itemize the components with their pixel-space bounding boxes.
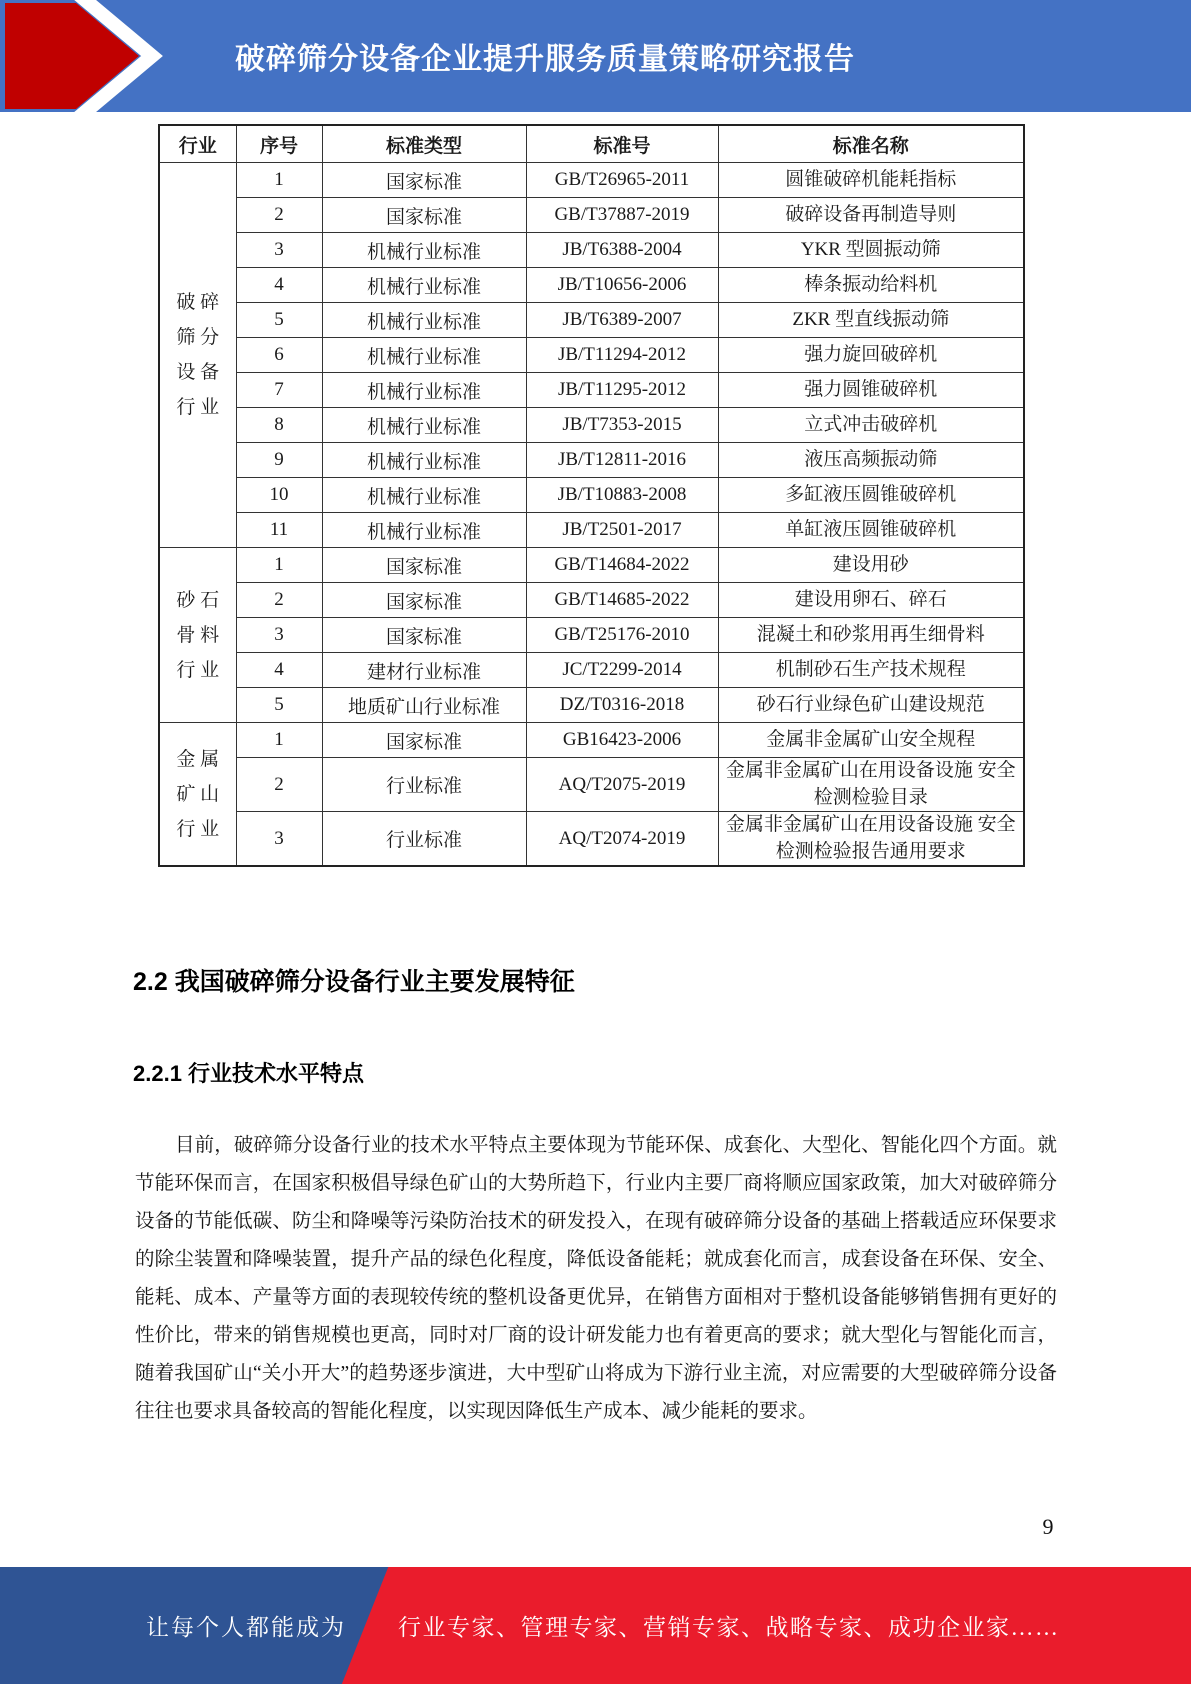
standard-type-cell: 国家标准 bbox=[322, 198, 526, 233]
standard-type-cell: 地质矿山行业标准 bbox=[322, 688, 526, 723]
standard-type-cell: 机械行业标准 bbox=[322, 513, 526, 548]
table-row bbox=[159, 548, 1024, 583]
standard-code-cell: AQ/T2074-2019 bbox=[526, 812, 718, 867]
standard-code-cell: JB/T12811-2016 bbox=[526, 443, 718, 478]
standard-type-cell: 行业标准 bbox=[322, 812, 526, 867]
standard-code-cell: JB/T11294-2012 bbox=[526, 338, 718, 373]
standard-type-cell: 行业标准 bbox=[322, 758, 526, 812]
col-header-standard-name: 标准名称 bbox=[718, 125, 1024, 163]
table-row bbox=[159, 233, 1024, 268]
standard-code-cell: AQ/T2075-2019 bbox=[526, 758, 718, 812]
standards-table bbox=[158, 124, 1025, 867]
standard-name-cell: 棒条振动给料机 bbox=[718, 268, 1024, 303]
serial-cell: 10 bbox=[236, 478, 322, 513]
standard-name-cell: 多缸液压圆锥破碎机 bbox=[718, 478, 1024, 513]
serial-cell: 2 bbox=[236, 758, 322, 812]
table-row bbox=[159, 583, 1024, 618]
standard-name-cell: 单缸液压圆锥破碎机 bbox=[718, 513, 1024, 548]
footer-slogan-left: 让每个人都能成为 bbox=[146, 1615, 346, 1640]
table-row bbox=[159, 478, 1024, 513]
serial-cell: 5 bbox=[236, 688, 322, 723]
standards-table-body bbox=[159, 163, 1024, 867]
table-row bbox=[159, 373, 1024, 408]
table-row bbox=[159, 688, 1024, 723]
table-row bbox=[159, 618, 1024, 653]
standard-name-cell: 立式冲击破碎机 bbox=[718, 408, 1024, 443]
standard-type-cell: 机械行业标准 bbox=[322, 268, 526, 303]
body-paragraph: 目前，破碎筛分设备行业的技术水平特点主要体现为节能环保、成套化、大型化、智能化四个方面。就节能环保而言，在国家积极倡导绿色矿山的大势所趋下，行业内主要厂商将顺应国家政策，加大对破碎筛分设备的节能低碳、防尘和降噪等污染防治技术的研发投入，在现有破碎筛分设备的基础上搭载适应环保要求的除尘装置和降噪装置，提升产品的绿色化程度，降低设备能耗；就成套化而言，成套设备在环保、安全、能耗、成本、产量等方面的表现较传统的整机设备更优异，在销售方面相对于整机设备能够销售拥有更好的性价比，带来的销售规模也更高，同时对厂商的设计研发能力也有着更高的要求；就大型化与智能化而言，随着我国矿山“关小开大”的趋势逐步演进，大中型矿山将成为下游行业主流，对应需要的大型破碎筛分设备往往也要求具备较高的智能化程度，以实现因降低生产成本、减少能耗的要求。 bbox=[135, 1135, 1057, 1422]
standard-type-cell: 国家标准 bbox=[322, 723, 526, 758]
standard-code-cell: GB/T26965-2011 bbox=[526, 163, 718, 198]
table-row bbox=[159, 303, 1024, 338]
standard-type-cell: 机械行业标准 bbox=[322, 443, 526, 478]
report-title: 破碎筛分设备企业提升服务质量策略研究报告 bbox=[235, 43, 855, 76]
table-row bbox=[159, 653, 1024, 688]
standard-type-cell: 建材行业标准 bbox=[322, 653, 526, 688]
table-row bbox=[159, 758, 1024, 812]
standard-name-cell: 金属非金属矿山安全规程 bbox=[718, 723, 1024, 758]
standard-type-cell: 机械行业标准 bbox=[322, 303, 526, 338]
standard-name-cell: 金属非金属矿山在用设备设施 安全检测检验目录 bbox=[718, 758, 1024, 812]
standard-code-cell: GB/T25176-2010 bbox=[526, 618, 718, 653]
standard-name-cell: 强力旋回破碎机 bbox=[718, 338, 1024, 373]
standard-name-cell: 建设用砂 bbox=[718, 548, 1024, 583]
col-header-standard-type: 标准类型 bbox=[322, 125, 526, 163]
header-banner bbox=[0, 0, 1191, 112]
standard-code-cell: JB/T10883-2008 bbox=[526, 478, 718, 513]
col-header-serial: 序号 bbox=[236, 125, 322, 163]
serial-cell: 9 bbox=[236, 443, 322, 478]
serial-cell: 11 bbox=[236, 513, 322, 548]
standard-name-cell: ZKR 型直线振动筛 bbox=[718, 303, 1024, 338]
table-row bbox=[159, 408, 1024, 443]
standard-name-cell: 建设用卵石、碎石 bbox=[718, 583, 1024, 618]
standard-name-cell: 金属非金属矿山在用设备设施 安全检测检验报告通用要求 bbox=[718, 812, 1024, 867]
page-number: 9 bbox=[1042, 1514, 1054, 1539]
footer-banner bbox=[0, 1567, 1191, 1684]
standard-code-cell: JB/T7353-2015 bbox=[526, 408, 718, 443]
standard-type-cell: 国家标准 bbox=[322, 163, 526, 198]
col-header-standard-code: 标准号 bbox=[526, 125, 718, 163]
standard-name-cell: 强力圆锥破碎机 bbox=[718, 373, 1024, 408]
industry-group-cell: 金 属 矿 山 行 业 bbox=[159, 723, 236, 867]
standard-code-cell: JB/T11295-2012 bbox=[526, 373, 718, 408]
serial-cell: 2 bbox=[236, 583, 322, 618]
industry-group-cell: 破 碎 筛 分 设 备 行 业 bbox=[159, 163, 236, 548]
standard-code-cell: GB/T14684-2022 bbox=[526, 548, 718, 583]
serial-cell: 7 bbox=[236, 373, 322, 408]
standard-type-cell: 机械行业标准 bbox=[322, 408, 526, 443]
serial-cell: 5 bbox=[236, 303, 322, 338]
serial-cell: 3 bbox=[236, 618, 322, 653]
table-row bbox=[159, 338, 1024, 373]
section-heading-2-2-1: 2.2.1 行业技术水平特点 bbox=[133, 1061, 365, 1086]
serial-cell: 4 bbox=[236, 268, 322, 303]
standard-code-cell: JC/T2299-2014 bbox=[526, 653, 718, 688]
standard-type-cell: 机械行业标准 bbox=[322, 373, 526, 408]
table-row bbox=[159, 268, 1024, 303]
standard-type-cell: 国家标准 bbox=[322, 618, 526, 653]
table-row bbox=[159, 163, 1024, 198]
standard-type-cell: 机械行业标准 bbox=[322, 478, 526, 513]
serial-cell: 1 bbox=[236, 548, 322, 583]
standard-code-cell: JB/T6389-2007 bbox=[526, 303, 718, 338]
table-row bbox=[159, 198, 1024, 233]
standard-name-cell: 机制砂石生产技术规程 bbox=[718, 653, 1024, 688]
standard-name-cell: YKR 型圆振动筛 bbox=[718, 233, 1024, 268]
standard-code-cell: GB/T37887-2019 bbox=[526, 198, 718, 233]
table-row bbox=[159, 513, 1024, 548]
standard-code-cell: JB/T10656-2006 bbox=[526, 268, 718, 303]
table-row bbox=[159, 812, 1024, 867]
standard-code-cell: JB/T2501-2017 bbox=[526, 513, 718, 548]
standard-code-cell: JB/T6388-2004 bbox=[526, 233, 718, 268]
standard-name-cell: 砂石行业绿色矿山建设规范 bbox=[718, 688, 1024, 723]
standard-name-cell: 圆锥破碎机能耗指标 bbox=[718, 163, 1024, 198]
banner-arrow-icon bbox=[0, 0, 170, 112]
table-header-row bbox=[159, 125, 1024, 163]
col-header-industry: 行业 bbox=[159, 125, 236, 163]
serial-cell: 1 bbox=[236, 723, 322, 758]
standard-code-cell: GB16423-2006 bbox=[526, 723, 718, 758]
standard-type-cell: 国家标准 bbox=[322, 548, 526, 583]
standard-code-cell: GB/T14685-2022 bbox=[526, 583, 718, 618]
standard-type-cell: 机械行业标准 bbox=[322, 233, 526, 268]
standard-type-cell: 国家标准 bbox=[322, 583, 526, 618]
serial-cell: 6 bbox=[236, 338, 322, 373]
serial-cell: 4 bbox=[236, 653, 322, 688]
standard-name-cell: 液压高频振动筛 bbox=[718, 443, 1024, 478]
serial-cell: 1 bbox=[236, 163, 322, 198]
serial-cell: 2 bbox=[236, 198, 322, 233]
serial-cell: 8 bbox=[236, 408, 322, 443]
standard-name-cell: 破碎设备再制造导则 bbox=[718, 198, 1024, 233]
industry-group-cell: 砂 石 骨 料 行 业 bbox=[159, 548, 236, 723]
table-row bbox=[159, 443, 1024, 478]
standard-type-cell: 机械行业标准 bbox=[322, 338, 526, 373]
footer-slogan-right: 行业专家、管理专家、营销专家、战略专家、成功企业家…… bbox=[398, 1615, 1060, 1640]
serial-cell: 3 bbox=[236, 233, 322, 268]
table-row bbox=[159, 723, 1024, 758]
standard-code-cell: DZ/T0316-2018 bbox=[526, 688, 718, 723]
section-heading-2-2: 2.2 我国破碎筛分设备行业主要发展特征 bbox=[133, 968, 575, 996]
standard-name-cell: 混凝土和砂浆用再生细骨料 bbox=[718, 618, 1024, 653]
serial-cell: 3 bbox=[236, 812, 322, 867]
